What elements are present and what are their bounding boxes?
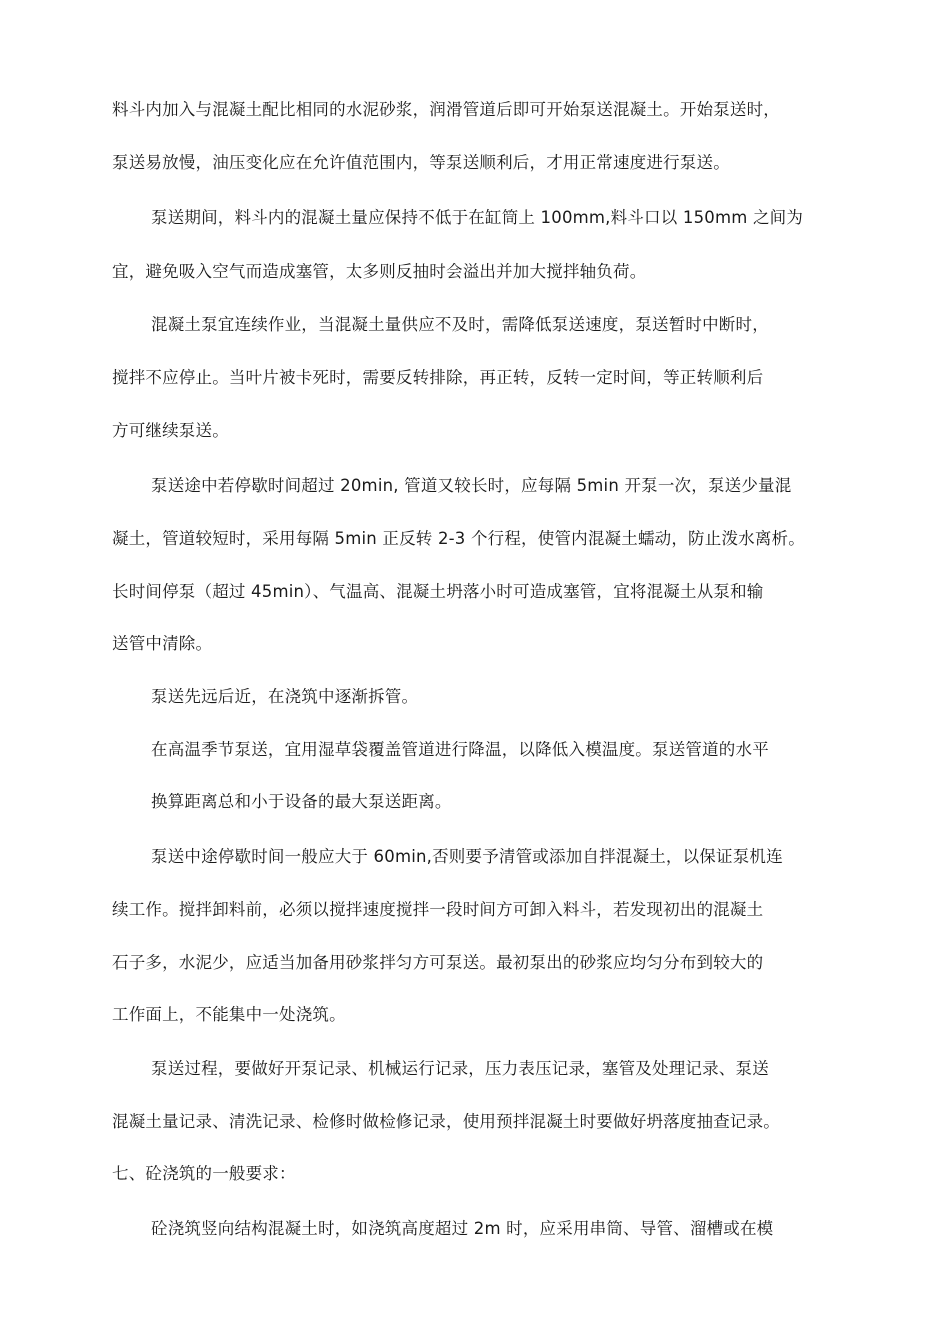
text-line: 混凝土量记录、清洗记录、检修时做检修记录，使用预拌混凝土时要做好坍落度抽查记录。 <box>112 1112 780 1131</box>
text-line: 方可继续泵送。 <box>112 421 229 440</box>
text-line: 混凝土泵宜连续作业，当混凝土量供应不及时，需降低泵送速度，泵送暂时中断时， <box>151 315 769 334</box>
text-line: 泵送易放慢，油压变化应在允许值范围内，等泵送顺利后，才用正常速度进行泵送。 <box>112 153 730 172</box>
text-line: 泵送过程，要做好开泵记录、机械运行记录，压力表压记录，塞管及处理记录、泵送 <box>151 1059 769 1078</box>
text-line: 泵送途中若停歇时间超过 20min, 管道又较长时，应每隔 5min 开泵一次，泵送少量混 <box>151 476 792 495</box>
text-line: 续工作。搅拌卸料前，必须以搅拌速度搅拌一段时间方可卸入料斗，若发现初出的混凝土 <box>112 900 764 919</box>
text-line: 凝土，管道较短时，采用每隔 5min 正反转 2-3 个行程，使管内混凝土蠕动，防止泼水离析。 <box>112 529 805 548</box>
text-line: 搅拌不应停止。当叶片被卡死时，需要反转排除，再正转，反转一定时间，等正转顺利后 <box>112 368 764 387</box>
text-line: 泵送期间，料斗内的混凝土量应保持不低于在缸筒上 100mm,料斗口以 150mm 之间为 <box>151 208 804 227</box>
text-line: 工作面上，不能集中一处浇筑。 <box>112 1005 346 1024</box>
text-line: 料斗内加入与混凝土配比相同的水泥砂浆，润滑管道后即可开始泵送混凝土。开始泵送时， <box>112 100 780 119</box>
text-line: 石子多，水泥少，应适当加备用砂浆拌匀方可泵送。最初泵出的砂浆应均匀分布到较大的 <box>112 953 764 972</box>
text-line: 在高温季节泵送，宜用湿草袋覆盖管道进行降温，以降低入模温度。泵送管道的水平 <box>151 740 769 759</box>
text-line: 泵送先远后近，在浇筑中逐渐拆管。 <box>151 687 419 706</box>
text-line: 宜，避免吸入空气而造成塞管，太多则反抽时会溢出并加大搅拌轴负荷。 <box>112 262 647 281</box>
text-line: 换算距离总和小于设备的最大泵送距离。 <box>151 792 452 811</box>
text-line: 泵送中途停歇时间一般应大于 60min,否则要予清管或添加自拌混凝土，以保证泵机连 <box>151 847 783 866</box>
text-line: 长时间停泵（超过 45min）、气温高、混凝土坍落小时可造成塞管，宜将混凝土从泵和输 <box>112 582 764 601</box>
text-line: 送管中清除。 <box>112 634 213 653</box>
text-line: 砼浇筑竖向结构混凝土时，如浇筑高度超过 2m 时，应采用串筒、导管、溜槽或在模 <box>151 1219 774 1238</box>
section-heading: 七、砼浇筑的一般要求： <box>112 1164 296 1183</box>
